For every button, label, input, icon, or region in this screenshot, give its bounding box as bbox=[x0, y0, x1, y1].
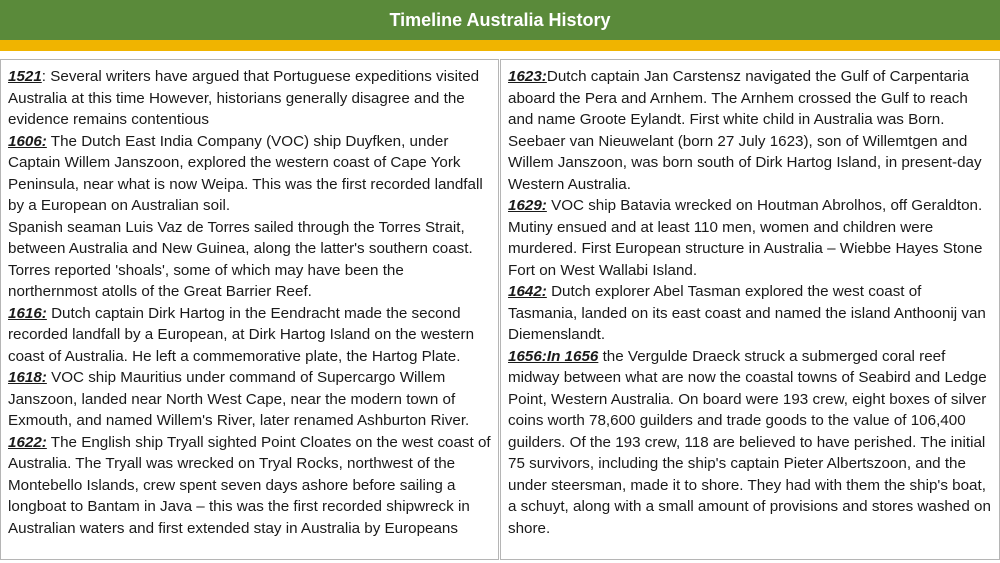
accent-bar bbox=[0, 40, 1000, 51]
entry-year: 1618: bbox=[8, 369, 47, 386]
timeline-entry bbox=[508, 66, 993, 195]
entry-year: 1616: bbox=[8, 304, 47, 322]
entry-year: 1642: bbox=[508, 283, 547, 300]
entry-text: VOC ship Mauritius under command of Supercargo Willem Janszoon, landed near North West Cape, near the modern town of Exmouth, and named Willem's River, later renamed Ashburton River. bbox=[8, 369, 470, 429]
timeline-entry bbox=[8, 367, 492, 432]
timeline-entry bbox=[8, 303, 492, 368]
entry-year: 1629: bbox=[508, 197, 547, 214]
entry-text: Dutch captain Jan Carstensz navigated the Gulf of Carpentaria aboard the Pera and Arnhem. The Arnhem crossed the Gulf to reach and name Groote Eylandt. First white child in Australia was Born. Seebaer van Nieuwelant (born 27 July 1623), son of Willemtgen and Willem Janszoon, was born south of Dirk Hartog Island, in present-day Western Australia. bbox=[508, 68, 982, 193]
timeline-entry bbox=[508, 195, 993, 281]
entry-year: 1606: bbox=[8, 132, 47, 150]
timeline-entry bbox=[8, 131, 492, 217]
timeline-entry bbox=[508, 346, 993, 540]
timeline-entry bbox=[508, 281, 993, 346]
entry-year: 1622: bbox=[8, 433, 47, 451]
entry-text: The English ship Tryall sighted Point Cloates on the west coast of Australia. The Tryall was wrecked on Tryal Rocks, northwest of the Montebello Islands, crew spent seven days ashore before sailing a longboat to Bantam in Java – this was the first recorded shipwreck in Australian waters and first extended stay in Australia by Europeans bbox=[8, 433, 491, 537]
timeline-entry bbox=[8, 66, 492, 131]
entry-text: Spanish seaman Luis Vaz de Torres sailed through the Torres Strait, between Australia and New Guinea, along the latter's southern coast. Torres reported 'shoals', some of which may have been the northernmost atolls of the Great Barrier Reef. bbox=[8, 218, 473, 300]
timeline-entry bbox=[8, 432, 492, 540]
entry-year: 1623: bbox=[508, 68, 547, 85]
title-bar bbox=[0, 0, 1000, 40]
entry-year: 1521 bbox=[8, 68, 42, 85]
timeline-column-left bbox=[0, 59, 499, 560]
timeline-entry bbox=[8, 217, 492, 303]
entry-year: 1656:In 1656 bbox=[508, 347, 599, 365]
entry-text: the Vergulde Draeck struck a submerged coral reef midway between what are now the coastal towns of Seabird and Ledge Point, Western Australia. On board were 193 crew, eight boxes of silver coins worth 78,600 guilders and trade goods to the value of 106,400 guilders. Of the 193 crew, 118 are believed to have perished. The initial 75 survivors, including the ship's captain Pieter Albertszoon, and the under steersman, made it to shore. They had with them the ship's boat, a schuyt, along with a small amount of provisions and stores washed on shore. bbox=[508, 347, 991, 537]
entry-text: : Several writers have argued that Portuguese expeditions visited Australia at this time However, historians generally disagree and the evidence remains contentious bbox=[8, 68, 480, 128]
entry-text: Dutch captain Dirk Hartog in the Eendracht made the second recorded landfall by a European, at Dirk Hartog Island on the western coast of Australia. He left a commemorative plate, the Hartog Plate. bbox=[8, 304, 475, 365]
entry-text: The Dutch East India Company (VOC) ship Duyfken, under Captain Willem Janszoon, explored the western coast of Cape York Peninsula, near what is now Weipa. This was the first recorded landfall by a European on Australian soil. bbox=[8, 132, 483, 214]
entry-text: VOC ship Batavia wrecked on Houtman Abrolhos, off Geraldton. Mutiny ensued and at least 110 men, women and children were murdered. First European structure in Australia – Wiebbe Hayes Stone Fort on West Wallabi Island. bbox=[508, 197, 983, 279]
timeline-column-right bbox=[500, 59, 1000, 560]
entry-text: Dutch explorer Abel Tasman explored the west coast of Tasmania, landed on its east coast and named the island Anthoonij van Diemenslandt. bbox=[508, 283, 986, 343]
page-title: Timeline Australia History bbox=[389, 9, 611, 30]
